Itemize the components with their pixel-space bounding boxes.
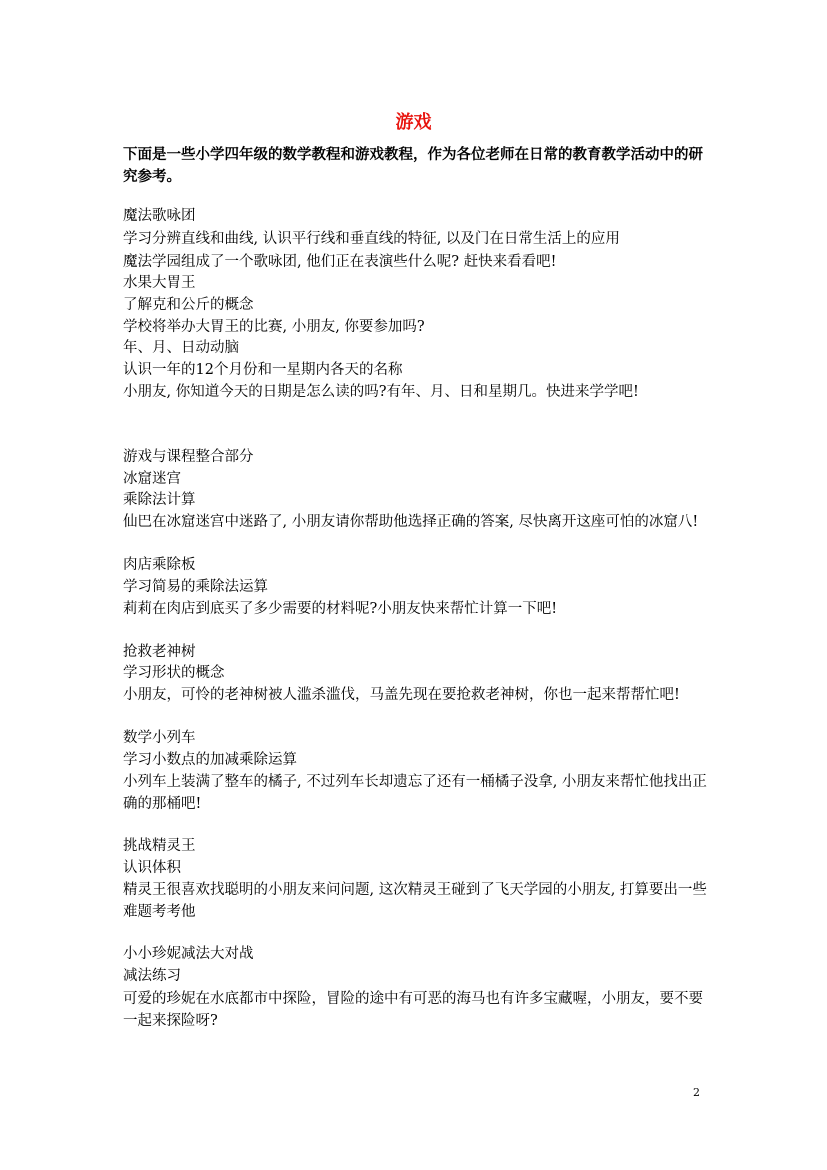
game-topic: 学习小数点的加减乘除运算 [123,752,297,768]
section-heading: 游戏与课程整合部分 [123,449,254,465]
game-title: 水果大胃王 [123,275,196,291]
game-title: 挑战精灵王 [123,838,196,854]
game-description: 可爱的珍妮在水底都市中探险，冒险的途中有可恶的海马也有许多宝藏喔，小朋友，要不要一起来探险呀? [123,991,703,1029]
game-title: 数学小列车 [123,730,196,746]
game-topic: 学习简易的乘除法运算 [123,579,268,595]
game-description: 仙巴在冰窟迷宫中迷路了, 小朋友请你帮助他选择正确的答案, 尽快离开这座可怕的冰窟八! [123,514,699,530]
game-topic: 认识体积 [123,860,181,876]
intro-paragraph: 下面是一些小学四年级的数学教程和游戏教程，作为各位老师在日常的教育教学活动中的研究参考。 [123,146,703,185]
page-title: 游戏 [395,112,432,133]
game-title: 冰窟迷宫 [123,471,181,487]
game-description: 莉莉在肉店到底买了多少需要的材料呢?小朋友快来帮忙计算一下吧! [123,601,558,617]
game-description: 小朋友, 你知道今天的日期是怎么读的吗?有年、月、日和星期几。快进来学学吧! [123,384,639,400]
game-description: 魔法学园组成了一个歌咏团, 他们正在表演些什么呢? 赶快来看看吧! [123,254,557,270]
game-topic: 了解克和公斤的概念 [123,297,254,313]
game-description: 精灵王很喜欢找聪明的小朋友来问问题, 这次精灵王碰到了飞天学园的小朋友, 打算要出一些难题考考他 [123,882,707,920]
game-topic: 学习形状的概念 [123,665,225,681]
game-title: 年、月、日动动脑 [123,340,239,356]
game-topic: 认识一年的12个月份和一星期内各天的名称 [123,362,403,378]
game-description: 小列车上装满了整车的橘子, 不过列车长却遗忘了还有一桶橘子没拿, 小朋友来帮忙他找出正确的那桶吧! [123,774,707,812]
page-number: 2 [693,1086,700,1099]
game-title: 抢救老神树 [123,644,196,660]
game-description: 小朋友，可怜的老神树被人滥杀滥伐，马盖先现在要抢救老神树，你也一起来帮帮忙吧! [123,687,680,703]
game-title: 肉店乘除板 [123,557,196,573]
game-description: 学校将举办大胃王的比赛, 小朋友, 你要参加吗? [123,319,425,335]
game-topic: 学习分辨直线和曲线, 认识平行线和垂直线的特征, 以及门在日常生活上的应用 [123,231,620,247]
game-topic: 乘除法计算 [123,492,196,508]
game-title: 魔法歌咏团 [123,208,196,224]
game-topic: 减法练习 [123,968,181,984]
game-title: 小小珍妮减法大对战 [123,946,254,962]
